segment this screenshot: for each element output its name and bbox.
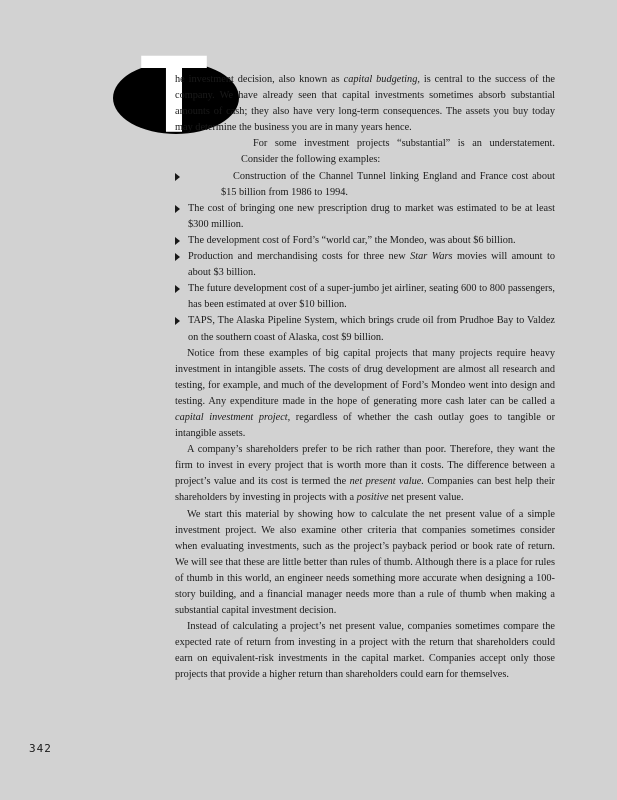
list-item-text: The cost of bringing one new prescription drug to market was estimated to be at least $300 million. [188,202,555,230]
term-star-wars: Star Wars [410,251,453,263]
paragraph-lead: Notice from these examples of big capital projects that many projects require heavy investment in intangible assets. The costs of drug development are almost all research and testing, for example, and much of the development of Ford’s Mondeo went into design and testing. Any expenditure made in the hope of generating more cash later can be called a [175,347,555,407]
paragraph-mid: Companies can best help their shareholders by investing in projects with a [175,476,555,504]
paragraph-intangible-assets [175,346,555,443]
term-net-present-value: net present value. [349,476,424,488]
paragraph-intro [175,72,555,136]
list-item-lead: Production and merchandising costs for three new [188,251,411,263]
bullet-arrow-icon [175,205,180,213]
bullet-arrow-icon [175,317,180,325]
bullet-arrow-icon [175,173,180,181]
list-item [175,281,555,313]
paragraph-intro-rest: is central to the success of the company. We have already seen that capital investments sometimes absorb substantial amounts of cash; they also have very long-term consequences. The assets you buy today may determine the business you are in many years hence. [175,74,555,134]
list-item-text: Construction of the Channel Tunnel linking England and France cost about $15 billion from 1986 to 1994. [221,170,555,198]
bullet-arrow-icon [175,253,180,261]
list-item-text: The development cost of Ford’s “world car,” the Mondeo, was about $6 billion. [188,234,516,246]
paragraph-rest: net present value. [388,492,464,504]
list-item [175,233,555,249]
paragraph-rest: regardless of whether the cash outlay goes to tangible or intangible assets. [175,411,555,440]
list-item-text: TAPS, The Alaska Pipeline System, which brings crude oil from Prudhoe Bay to Valdez on the southern coast of Alaska, cost $9 billion. [188,315,555,343]
term-capital-budgeting: capital budgeting, [343,74,420,85]
paragraph-intro-lead: he investment decision, also known as [175,74,344,85]
page-number: 342 [29,742,52,755]
dropcap-letter: T [140,50,208,136]
bullet-arrow-icon [175,285,180,293]
paragraph-net-present-value [175,442,555,506]
paragraph-criteria: We start this material by showing how to calculate the net present value of a simple investment project. We also examine other criteria that companies sometimes consider when evaluating investments, such as the project’s payback period or book rate of return. We will see that these are little better than rules of thumb. Although there is a place for rules of thumb in this world, an engineer needs something more accurate when designing a 100-story building, and a financial manager needs more than a rule of thumb when making a substantial capital investment decision. [175,508,555,617]
list-item-rest: movies will amount to about $3 billion. [188,251,555,279]
paragraph-rate-of-return: Instead of calculating a project’s net present value, companies sometimes compare the expected rate of return from investing in a project with the return that shareholders could earn on equivalent-risk investments in the capital market. Companies accept only those projects that provide a higher return than shareholders could earn for themselves. [175,621,555,681]
examples-list [175,169,555,346]
term-positive: positive [356,492,389,504]
term-capital-investment-project: capital investment project, [175,411,291,423]
list-item [175,169,555,201]
list-item [175,249,555,281]
paragraph-examples-intro: For some investment projects “substantial” is an understatement. Consider the following examples: [241,138,555,166]
list-item-text: The future development cost of a super-jumbo jet airliner, seating 600 to 800 passengers, has been estimated at over $10 billion. [188,283,555,311]
body-text-column [175,72,555,684]
bullet-arrow-icon [175,237,180,245]
list-item [175,201,555,233]
list-item [175,313,555,345]
paragraph-lead: A company’s shareholders prefer to be rich rather than poor. Therefore, they want the firm to invest in every project that is worth more than it costs. The difference between a project’s value and its cost is termed the [175,444,555,488]
